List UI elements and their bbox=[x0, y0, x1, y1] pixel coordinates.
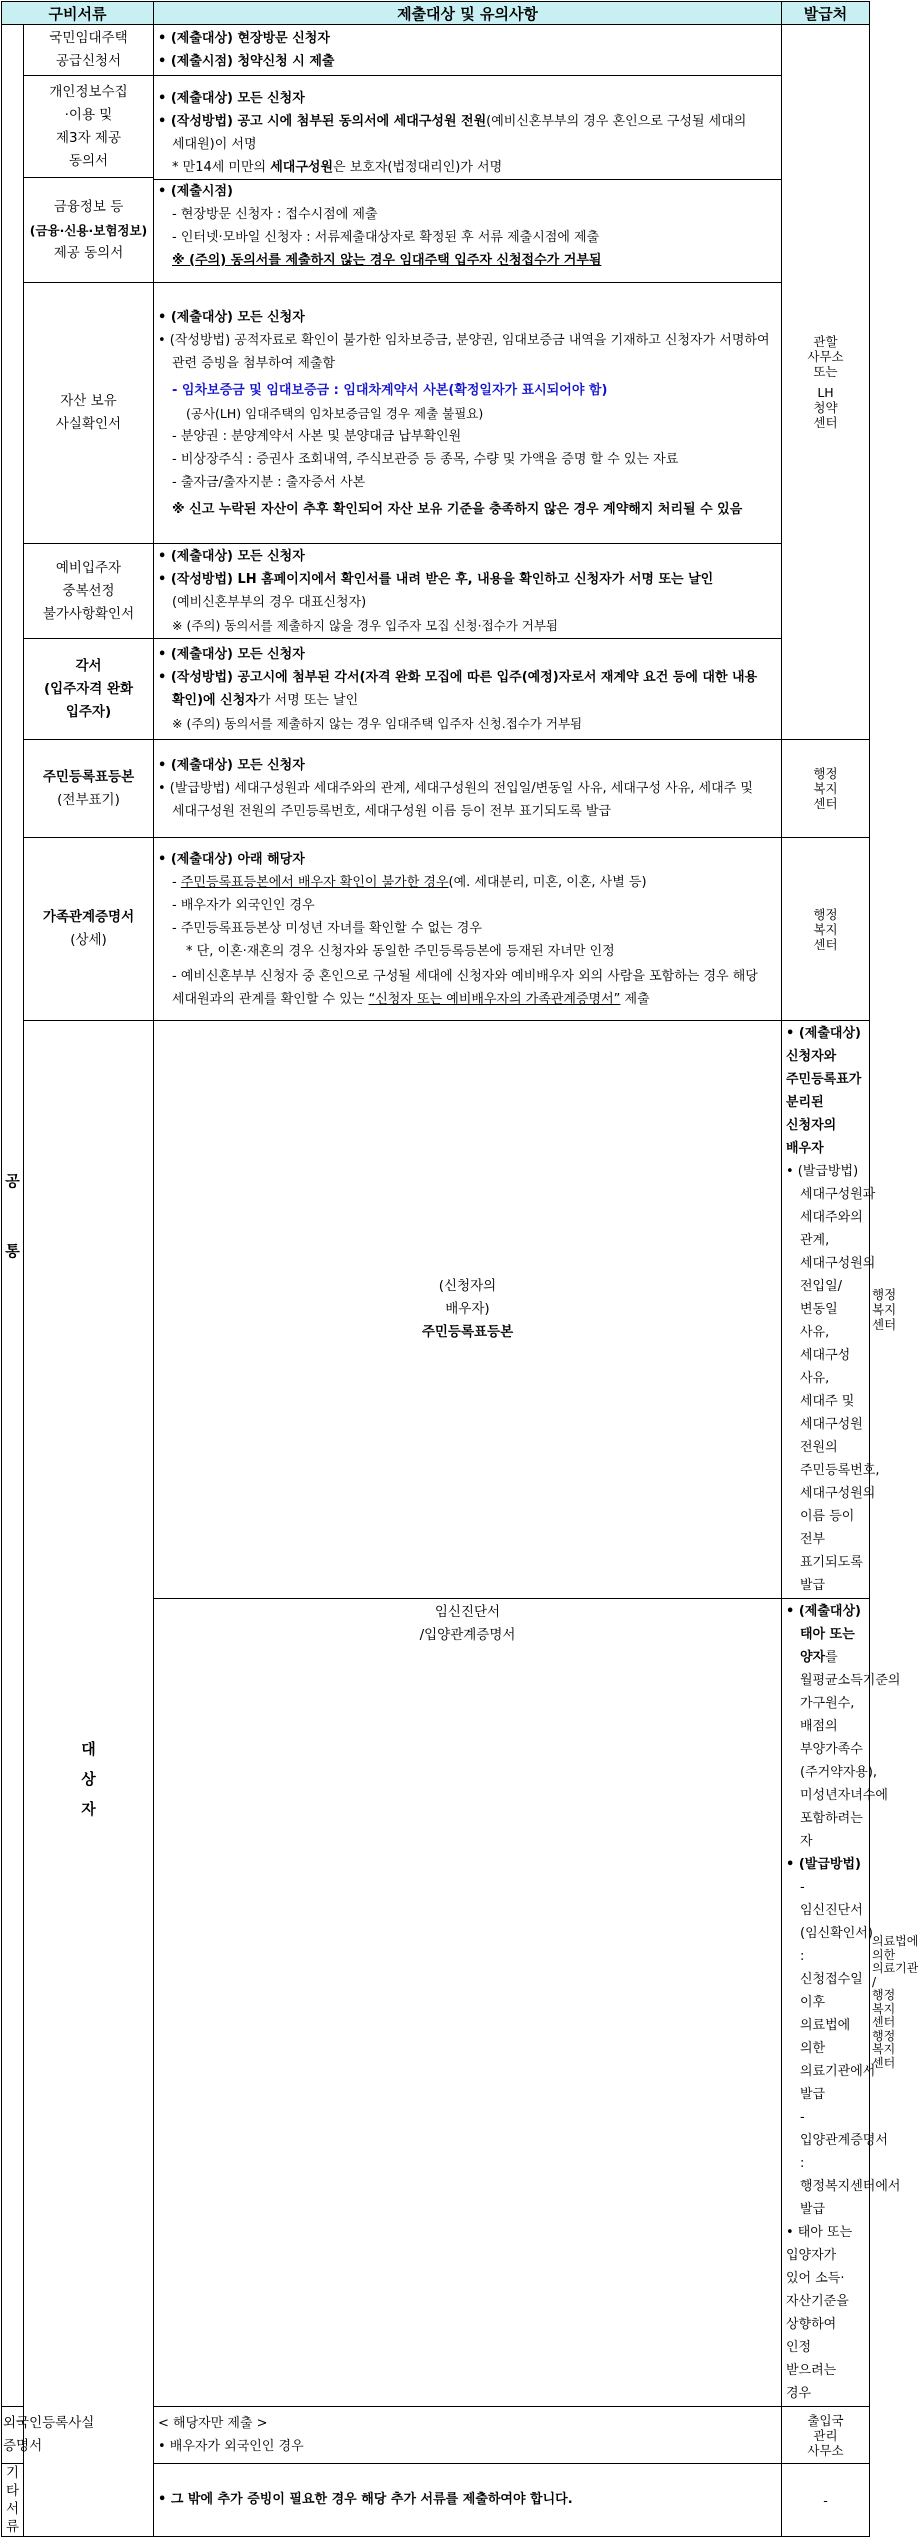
doc-detail: • (제출대상) 아래 해당자 - 주민등록표등본에서 배우자 확인이 불가한 경우(예. 세대분리, 미혼, 이혼, 사별 등) - 배우자가 외국인인 경우 - 주민등록표등본상 미성년 자녀를 확인할 수 없는 경우 * 단, 이혼·재혼의 경우 신청자와 동일한 주민등록등본에 등재된 자녀만 인정 - 예비신혼부부 신청자 중 혼인으로 구성될 세대에 신청자와 예비배우자 외의 사람을 포함하는 경우 해당 세대원과의 관계를 확인할 수 있는 “신청자 또는 예비배우자의 가족관계증명서” 제출 bbox=[154, 838, 782, 1021]
issuer-cell: 관할 사무소 또는 LH 청약 센터 bbox=[782, 25, 870, 740]
doc-name: 국민임대주택 공급신청서 bbox=[24, 25, 154, 76]
doc-name: 자산 보유 사실확인서 bbox=[24, 283, 154, 544]
document-table bbox=[1, 1, 918, 2537]
header-row bbox=[2, 2, 870, 25]
issuer-cell: 행정 복지 센터 bbox=[782, 838, 870, 1021]
doc-detail: • (제출대상) 현장방문 신청자 • (제출시점) 청약신청 시 제출 bbox=[154, 25, 782, 76]
doc-detail: • (제출대상) 태아 또는 양자를 월평균소득기준의 가구원수, 배점의 부양가족수(주거약자용), 미성년자녀수에 포함하려는 자 • (발급방법) - 임신진단서(임신확인서) : 신청접수일 이후 의료법에 의한 의료기관에서 발급 - 입양관계증명서 : 행정복지센터에서 발급 • 태아 또는 입양자가 있어 소득·자산기준을 상향하여 인정 받으려는 경우 bbox=[782, 1599, 870, 2407]
doc-name: 외국인등록사실 증명서 bbox=[2, 2407, 24, 2464]
doc-detail: < 해당자만 제출 > • 배우자가 외국인인 경우 bbox=[154, 2407, 782, 2464]
doc-detail: • (제출대상) 모든 신청자 • (작성방법) 공적자료로 확인이 불가한 임차보증금, 분양권, 임대보증금 내역을 기재하고 신청자가 서명하여 관련 증빙을 첨부하여 제출함 - 임차보증금 및 임대보증금 : 임대차계약서 사본(확정일자가 표시되어야 함) (공사(LH) 임대주택의 임차보증금일 경우 제출 불필요) - 분양권 : 분양계약서 사본 및 분양대금 납부확인원 - 비상장주식 : 증권사 조회내역, 주식보관증 등 종목, 수량 및 가액을 증명 할 수 있는 자료 - 출자금/출자지분 : 출자증서 사본 ※ 신고 누락된 자산이 추후 확인되어 자산 보유 기준을 충족하지 않은 경우 계약해지 처리될 수 있음 bbox=[154, 283, 782, 544]
table-row bbox=[2, 639, 870, 740]
doc-name: 가족관계증명서 (상세) bbox=[24, 838, 154, 1021]
doc-name: 기타서류 bbox=[2, 2464, 24, 2537]
table-row: 대 상 자 (신청자의 배우자) 주민등록표등본 • (제출대상) 신청자와 주민등록표가 분리된 신청자의 배우자 • (발급방법) 세대구성원과 세대주와의 관계, 세대구성원의 전입일/변동일 사유, 세대구성 사유, 세대주 및 세대구성원 전원의 주민등록번호, 세대구성원의 이름 등이 전부 표기되도록 발급 행정 복지 센터 bbox=[2, 1021, 870, 1599]
table-row bbox=[2, 25, 870, 76]
table-row: 임신진단서 /입양관계증명서 • (제출대상) 태아 또는 양자를 월평균소득기준의 가구원수, 배점의 부양가족수(주거약자용), 미성년자녀수에 포함하려는 자 • (발급방법) - 임신진단서(임신확인서) : 신청접수일 이후 의료법에 의한 의료기관에서 발급 - 입양관계증명서 : 행정복지센터에서 발급 • 태아 또는 입양자가 있어 소득·자산기준을 상향하여 인정 받으려는 경우 의료법에 의한 의료기관 /행정 복지 센터 행정 복지 센터 bbox=[2, 1599, 870, 2407]
category-common: 공 통 bbox=[2, 25, 24, 2407]
doc-detail: • (제출대상) 신청자와 주민등록표가 분리된 신청자의 배우자 • (발급방법) 세대구성원과 세대주와의 관계, 세대구성원의 전입일/변동일 사유, 세대구성 사유, 세대주 및 세대구성원 전원의 주민등록번호, 세대구성원의 이름 등이 전부 표기되도록 발급 bbox=[782, 1021, 870, 1599]
doc-detail: • (제출대상) 모든 신청자 • (작성방법) 공고시에 첨부된 각서(자격 완화 모집에 따른 입주(예정)자로서 재계약 요건 등에 대한 내용 확인)에 신청자가 서명 또는 날인 ※ (주의) 동의서를 제출하지 않는 경우 임대주택 입주자 신청.접수가 거부됨 bbox=[154, 639, 782, 740]
issuer-cell: 행정 복지 센터 bbox=[782, 740, 870, 838]
table-row bbox=[2, 283, 870, 544]
table-row bbox=[2, 76, 870, 178]
table-row bbox=[2, 740, 870, 838]
doc-name: 임신진단서 /입양관계증명서 bbox=[154, 1599, 782, 2407]
category-target: 대 상 자 bbox=[24, 1021, 154, 2537]
doc-detail: • (제출대상) 모든 신청자 • (작성방법) 공고 시에 첨부된 동의서에 세대구성원 전원(예비신혼부부의 경우 혼인으로 구성될 세대의 세대원)이 서명 * 만14세 미만의 세대구성원은 보호자(법정대리인)가 서명 • (제출시점) - 현장방문 신청자 : 접수시점에 제출 - 인터넷·모바일 신청자 : 서류제출대상자로 확정된 후 서류 제출시점에 제출 ※ (주의) 동의서를 제출하지 않는 경우 임대주택 입주자 신청접수가 거부됨 bbox=[154, 76, 782, 283]
issuer-cell: - bbox=[782, 2464, 870, 2537]
doc-detail: • (제출대상) 모든 신청자 • (발급방법) 세대구성원과 세대주와의 관계, 세대구성원의 전입일/변동일 사유, 세대구성 사유, 세대주 및 세대구성원 전원의 주민등록번호, 세대구성원 이름 등이 전부 표기되도록 발급 bbox=[154, 740, 782, 838]
issuer-cell: 출입국 관리 사무소 bbox=[782, 2407, 870, 2464]
header-details: 제출대상 및 유의사항 bbox=[154, 2, 782, 25]
doc-name: 각서 (입주자격 완화 입주자) bbox=[24, 639, 154, 740]
table-row bbox=[2, 838, 870, 1021]
doc-name: 개인정보수집 ·이용 및 제3자 제공 동의서 bbox=[24, 76, 154, 178]
table-row bbox=[2, 544, 870, 639]
doc-name: (신청자의 배우자) 주민등록표등본 bbox=[154, 1021, 782, 1599]
doc-detail: • 그 밖에 추가 증빙이 필요한 경우 해당 추가 서류를 제출하여야 합니다. bbox=[154, 2464, 782, 2537]
doc-name: 예비입주자 중복선정 불가사항확인서 bbox=[24, 544, 154, 639]
header-documents: 구비서류 bbox=[2, 2, 154, 25]
header-issuer: 발급처 bbox=[782, 2, 870, 25]
doc-name: 금융정보 등 (금융·신용·보험정보) 제공 동의서 bbox=[24, 178, 154, 283]
doc-name: 주민등록표등본 (전부표기) bbox=[24, 740, 154, 838]
doc-detail: • (제출대상) 모든 신청자 • (작성방법) LH 홈페이지에서 확인서를 내려 받은 후, 내용을 확인하고 신청자가 서명 또는 날인 (예비신혼부부의 경우 대표신청자) ※ (주의) 동의서를 제출하지 않을 경우 입주자 모집 신청·접수가 거부됨 bbox=[154, 544, 782, 639]
